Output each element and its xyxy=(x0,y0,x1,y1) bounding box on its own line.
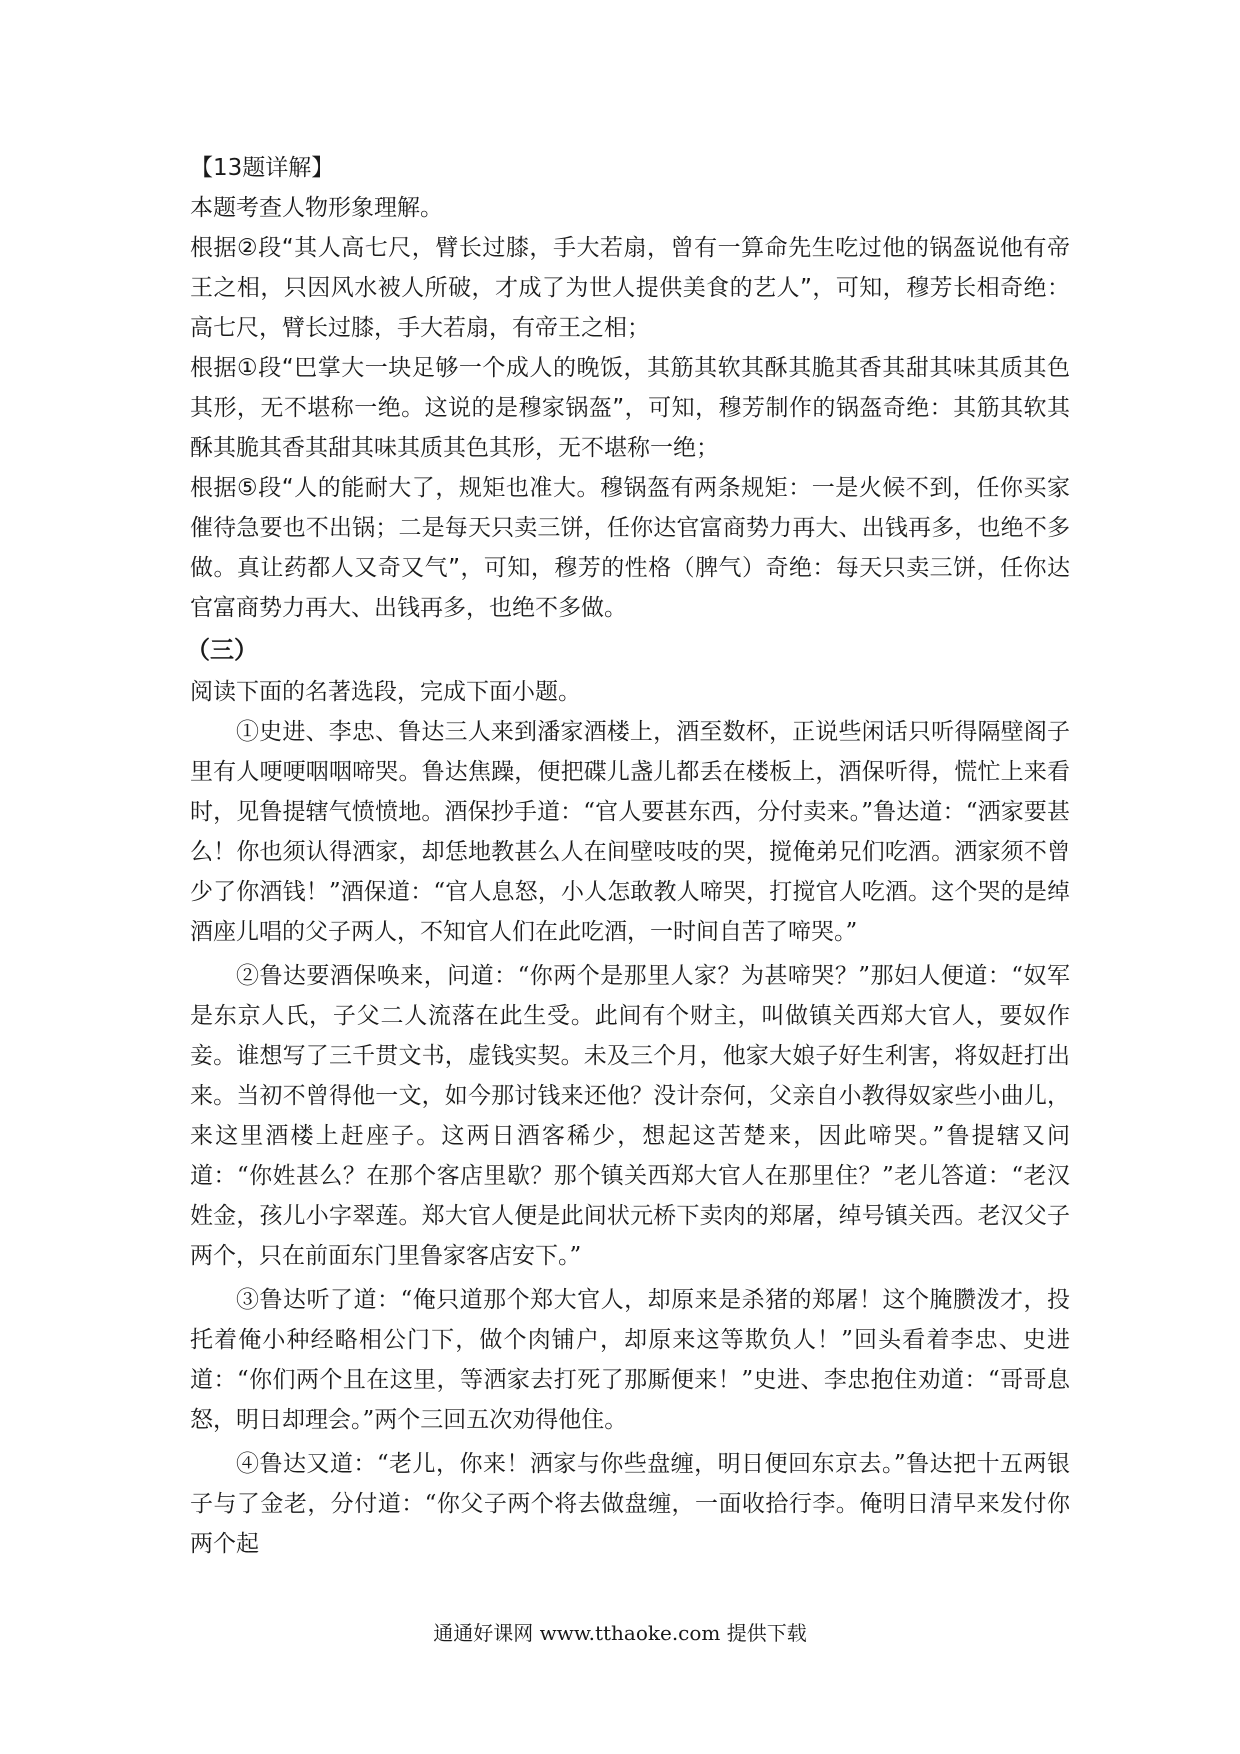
answer-intro: 本题考查人物形象理解。 xyxy=(190,195,443,221)
document-page xyxy=(186,148,1070,1568)
answer-heading: 【13题详解】 xyxy=(190,155,335,181)
passage-paragraph: ①史进、李忠、鲁达三人来到潘家酒楼上，酒至数杯，正说些闲话只听得隔壁阁子里有人哽哽咽咽啼哭。鲁达焦躁，便把碟儿盏儿都丢在楼板上，酒保听得，慌忙上来看时，见鲁提辖气愤愤地。酒保抄手道：“官人要甚东西，分付卖来。”鲁达道：“洒家要甚么！你也须认得洒家，却恁地教甚么人在间壁吱吱的哭，搅俺弟兄们吃酒。洒家须不曾少了你酒钱！”酒保道：“官人息怒，小人怎敢教人啼哭，打搅官人吃酒。这个哭的是绰酒座儿唱的父子两人，不知官人们在此吃酒，一时间自苦了啼哭。” xyxy=(190,719,1070,945)
passage-paragraph: ②鲁达要酒保唤来，问道：“你两个是那里人家？为甚啼哭？”那妇人便道：“奴军是东京人氏，子父二人流落在此生受。此间有个财主，叫做镇关西郑大官人，要奴作妾。谁想写了三千贯文书，虚钱实契。未及三个月，他家大娘子好生利害，将奴赶打出来。当初不曾得他一文，如今那讨钱来还他？没计奈何，父亲自小教得奴家些小曲儿，来这里酒楼上赶座子。这两日酒客稀少，想起这苦楚来，因此啼哭。”鲁提辖又问道：“你姓甚么？在那个客店里歇？那个镇关西郑大官人在那里住？”老儿答道：“老汉姓金，孩儿小字翠莲。郑大官人便是此间状元桥下卖肉的郑屠，绰号镇关西。老汉父子两个，只在前面东门里鲁家客店安下。” xyxy=(190,963,1070,1269)
answer-paragraph: 根据⑤段“人的能耐大了，规矩也准大。穆锅盔有两条规矩：一是火候不到，任你买家催待急要也不出锅；二是每天只卖三饼，任你达官富商势力再大、出钱再多，也绝不多做。真让药都人又奇又气”，可知，穆芳的性格（脾气）奇绝：每天只卖三饼，任你达官富商势力再大、出钱再多，也绝不多做。 xyxy=(190,475,1070,621)
section-instruction: 阅读下面的名著选段，完成下面小题。 xyxy=(190,679,581,705)
passage-paragraph: ③鲁达听了道：“俺只道那个郑大官人，却原来是杀猪的郑屠！这个腌臜泼才，投托着俺小种经略相公门下，做个肉铺户，却原来这等欺负人！”回头看着李忠、史进道：“你们两个且在这里，等洒家去打死了那厮便来！”史进、李忠抱住劝道：“哥哥息怒，明日却理会。”两个三回五次劝得他住。 xyxy=(190,1287,1070,1433)
passage xyxy=(190,712,1070,1564)
page-footer: 通通好课网 www.tthaoke.com 提供下载 xyxy=(433,1621,807,1645)
section-title: （三） xyxy=(186,636,258,664)
answer-paragraph: 根据①段“巴掌大一块足够一个成人的晚饭，其筋其软其酥其脆其香其甜其味其质其色其形，无不堪称一绝。这说的是穆家锅盔”，可知，穆芳制作的锅盔奇绝：其筋其软其酥其脆其香其甜其味其质其色其形，无不堪称一绝； xyxy=(190,355,1070,461)
answer-paragraph: 根据②段“其人高七尺，臂长过膝，手大若扇，曾有一算命先生吃过他的锅盔说他有帝王之相，只因风水被人所破，才成了为世人提供美食的艺人”，可知，穆芳长相奇绝：高七尺，臂长过膝，手大若扇，有帝王之相； xyxy=(190,235,1070,341)
answer-section xyxy=(190,148,1070,628)
passage-paragraph: ④鲁达又道：“老儿，你来！洒家与你些盘缠，明日便回东京去。”鲁达把十五两银子与了金老，分付道：“你父子两个将去做盘缠，一面收拾行李。俺明日清早来发付你两个起 xyxy=(190,1451,1070,1557)
